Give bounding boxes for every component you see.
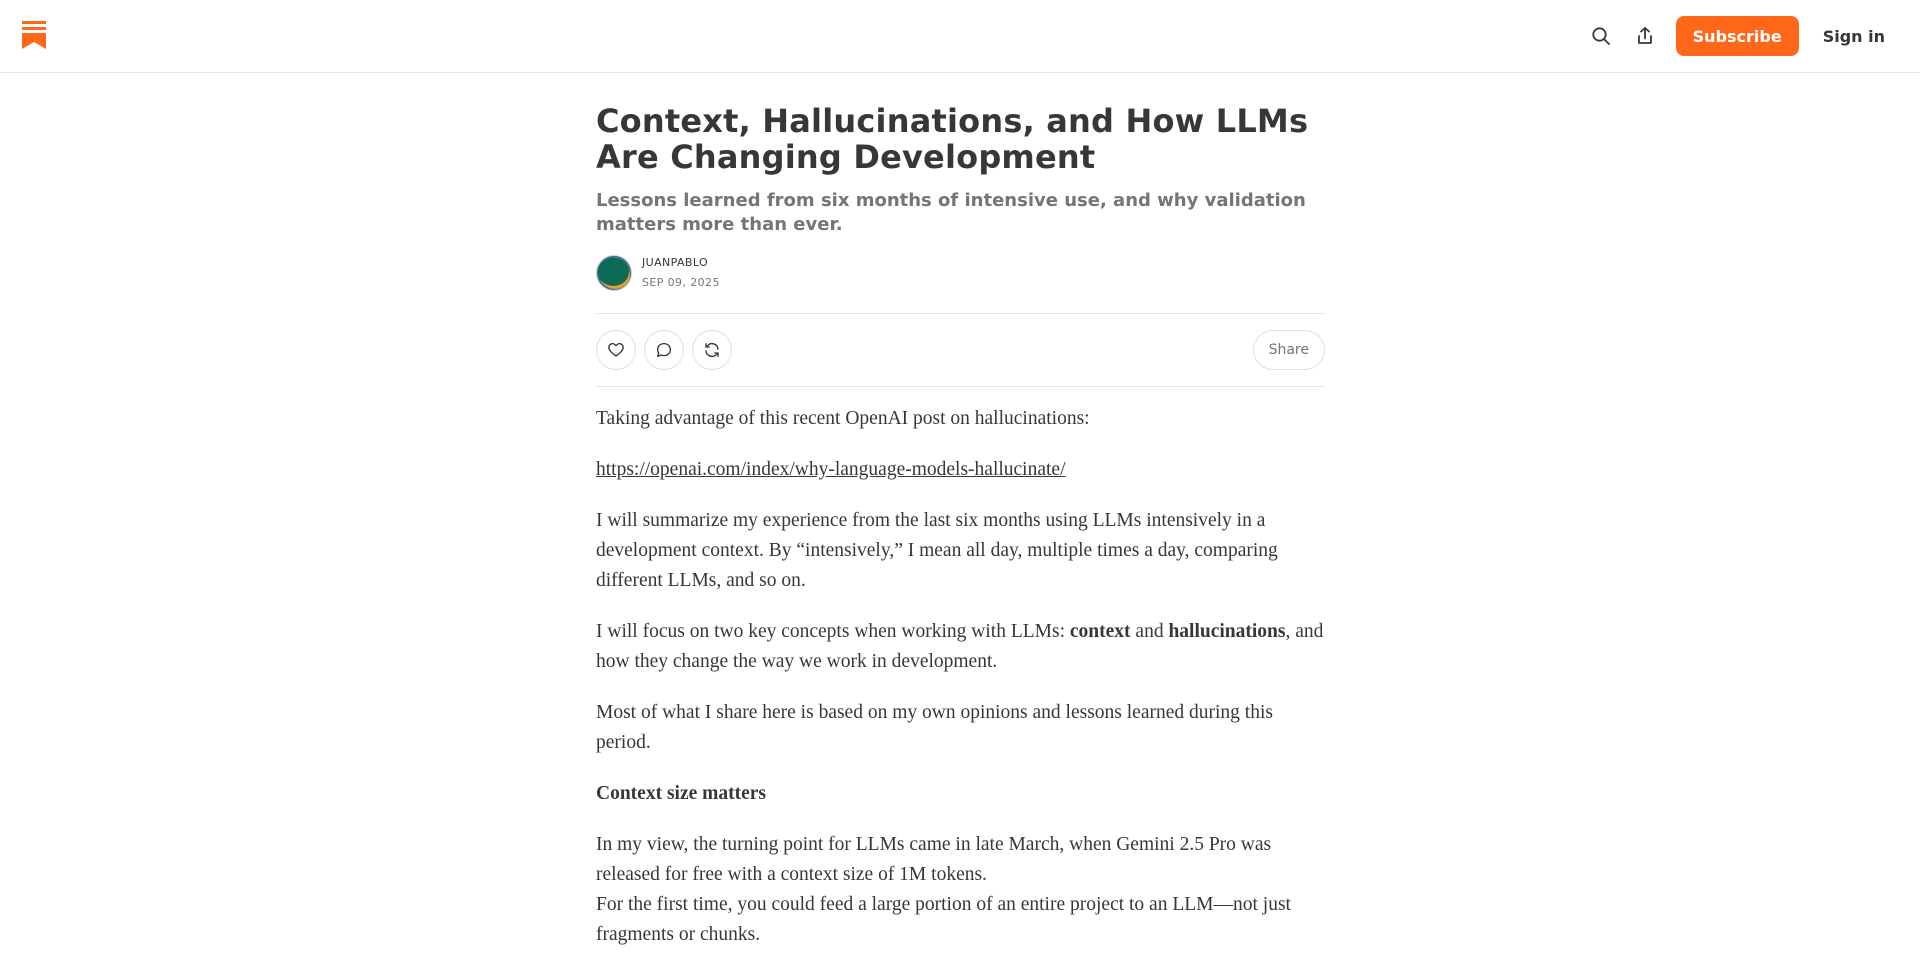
logo-icon[interactable]	[22, 21, 46, 49]
share-button[interactable]: Share	[1253, 330, 1325, 370]
bold-hallucinations: hallucinations	[1168, 621, 1286, 642]
top-navigation-bar	[0, 0, 1920, 73]
heading-text: Context size matters	[596, 783, 767, 804]
restack-button[interactable]	[692, 330, 732, 370]
byline	[596, 253, 1325, 293]
search-icon	[1591, 26, 1611, 46]
comment-icon	[655, 341, 673, 359]
paragraph-link	[596, 455, 1325, 485]
section-heading	[596, 779, 1325, 809]
openai-link[interactable]: https://openai.com/index/why-language-models-hallucinate/	[596, 459, 1066, 480]
post-action-bar	[596, 313, 1325, 387]
share-header-button[interactable]	[1623, 14, 1667, 58]
author-avatar[interactable]	[596, 255, 632, 291]
paragraph-concepts	[596, 617, 1325, 677]
text-span: , and how they change the way we work in development.	[596, 621, 1324, 672]
restack-icon	[703, 341, 721, 359]
post-subtitle: Lessons learned from six months of intensive use, and why validation matters more than ever.	[596, 190, 1306, 235]
paragraph: Taking advantage of this recent OpenAI post on hallucinations:	[596, 408, 1090, 429]
text-span: and	[1130, 621, 1169, 642]
paragraph: For the first time, you could feed a large portion of an entire project to an LLM—not just fragments or chunks.	[596, 894, 1291, 945]
comment-button[interactable]	[644, 330, 684, 370]
post-date: SEP 09, 2025	[642, 276, 720, 289]
share-icon	[1635, 26, 1655, 46]
search-button[interactable]	[1579, 14, 1623, 58]
post-actions	[596, 330, 740, 370]
post-title: Context, Hallucinations, and How LLMs Are Changing Development	[596, 102, 1309, 176]
post-body	[596, 404, 1325, 950]
paragraph: Most of what I share here is based on my own opinions and lessons learned during this period.	[596, 702, 1273, 753]
sign-in-button[interactable]: Sign in	[1822, 26, 1885, 46]
heart-icon	[607, 341, 625, 359]
byline-text	[642, 256, 720, 290]
like-button[interactable]	[596, 330, 636, 370]
paragraph: I will summarize my experience from the last six months using LLMs intensively in a development context. By “intensively,” I mean all day, multiple times a day, comparing different LLMs, and so on.	[596, 510, 1278, 591]
subscribe-button[interactable]: Subscribe	[1676, 16, 1799, 56]
avatar-fill	[598, 258, 629, 286]
author-name[interactable]: JUANPABLO	[642, 256, 709, 269]
paragraph: In my view, the turning point for LLMs came in late March, when Gemini 2.5 Pro was released for free with a context size of 1M tokens.	[596, 834, 1272, 885]
text-span: I will focus on two key concepts when working with LLMs:	[596, 621, 1070, 642]
header-actions	[1579, 0, 1920, 72]
article	[596, 73, 1325, 971]
bold-context: context	[1069, 621, 1131, 642]
